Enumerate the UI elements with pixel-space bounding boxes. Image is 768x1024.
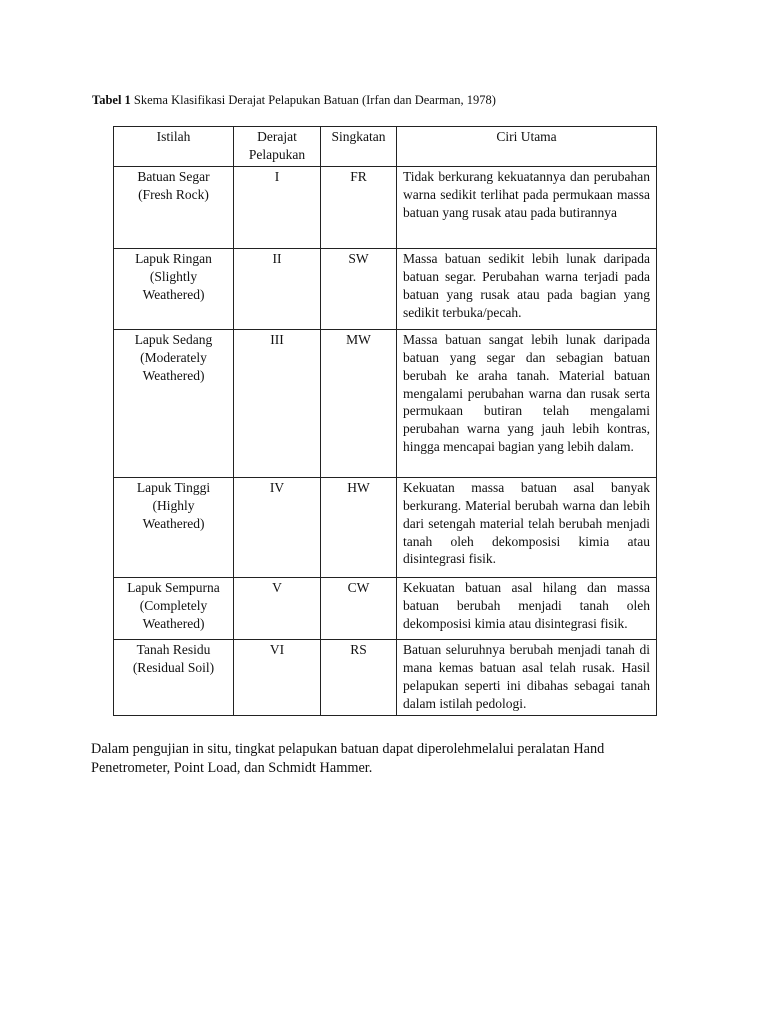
cell-degree: V [234, 578, 321, 640]
term-id: Lapuk Sempurna [127, 580, 220, 596]
table-row [114, 167, 657, 249]
term-en: (Residual Soil) [132, 660, 215, 676]
cell-degree: IV [234, 478, 321, 578]
term-id: Tanah Residu [136, 642, 211, 658]
weathering-classification-table [113, 126, 657, 716]
term-en-line2: Weathered) [142, 515, 205, 531]
term-en-line1: (Completely [139, 598, 208, 614]
table-row [114, 478, 657, 578]
term-en-line2: Weathered) [142, 367, 205, 383]
term-en-line1: (Slightly [149, 269, 198, 285]
table-row [114, 330, 657, 478]
term-en: (Fresh Rock) [138, 187, 209, 203]
cell-term [114, 640, 234, 716]
cell-abbreviation: SW [321, 249, 397, 330]
header-abbreviation: Singkatan [321, 127, 397, 167]
cell-term [114, 249, 234, 330]
cell-abbreviation: MW [321, 330, 397, 478]
cell-degree: III [234, 330, 321, 478]
header-term: Istilah [114, 127, 234, 167]
header-feature: Ciri Utama [397, 127, 657, 167]
table-caption-text: Skema Klasifikasi Derajat Pelapukan Batuan (Irfan dan Dearman, 1978) [133, 93, 496, 107]
cell-feature: Batuan seluruhnya berubah menjadi tanah di mana kemas batuan asal telah rusak. Hasil pelapukan seperti ini dibahas sebagai tanah dalam istilah pedologi. [397, 640, 657, 716]
cell-term [114, 578, 234, 640]
term-en-line1: (Highly [152, 498, 195, 514]
cell-term [114, 478, 234, 578]
table-row [114, 249, 657, 330]
table-caption [92, 93, 496, 108]
term-id: Lapuk Tinggi [136, 480, 211, 496]
cell-term [114, 167, 234, 249]
cell-feature: Massa batuan sangat lebih lunak daripada batuan yang segar dan sebagian batuan berubah ke araha tanah. Material batuan mengalami perubahan warna dan rusak serta permukaan butiran telah mengalami perubahan warna yang jauh lebih kontras, hingga mencapai bagian yang lebih dalam. [397, 330, 657, 478]
table-header-row [114, 127, 657, 167]
term-id: Batuan Segar [137, 169, 210, 185]
term-id: Lapuk Ringan [135, 251, 212, 267]
cell-feature: Tidak berkurang kekuatannya dan perubahan warna sedikit terlihat pada permukaan massa batuan yang rusak atau pada butirannya [397, 167, 657, 249]
body-paragraph: Dalam pengujian in situ, tingkat pelapukan batuan dapat diperolehmelalui peralatan Hand Penetrometer, Point Load, dan Schmidt Hammer. [91, 741, 605, 777]
cell-term [114, 330, 234, 478]
cell-feature: Massa batuan sedikit lebih lunak daripada batuan segar. Perubahan warna terjadi pada batuan yang rusak atau pada bagian yang sedikit terbuka/pecah. [397, 249, 657, 330]
term-en-line2: Weathered) [142, 286, 205, 302]
table-row [114, 578, 657, 640]
table-caption-label: Tabel 1 [92, 93, 131, 107]
cell-abbreviation: CW [321, 578, 397, 640]
term-en-line1: (Moderately [140, 350, 207, 366]
cell-abbreviation: FR [321, 167, 397, 249]
cell-degree: I [234, 167, 321, 249]
header-degree [234, 127, 321, 167]
term-id: Lapuk Sedang [134, 332, 213, 348]
term-en-line2: Weathered) [142, 615, 205, 631]
header-degree-line2: Pelapukan [248, 146, 306, 162]
cell-degree: VI [234, 640, 321, 716]
table-row [114, 640, 657, 716]
cell-abbreviation: HW [321, 478, 397, 578]
header-degree-line1: Derajat [257, 129, 297, 144]
cell-feature: Kekuatan massa batuan asal banyak berkurang. Material berubah warna dan lebih dari setengah material telah berubah menjadi tanah oleh dekomposisi kimia atau disintegrasi fisik. [397, 478, 657, 578]
cell-degree: II [234, 249, 321, 330]
cell-abbreviation: RS [321, 640, 397, 716]
cell-feature: Kekuatan batuan asal hilang dan massa batuan berubah menjadi tanah oleh dekomposisi kimia atau disintegrasi fisik. [397, 578, 657, 640]
